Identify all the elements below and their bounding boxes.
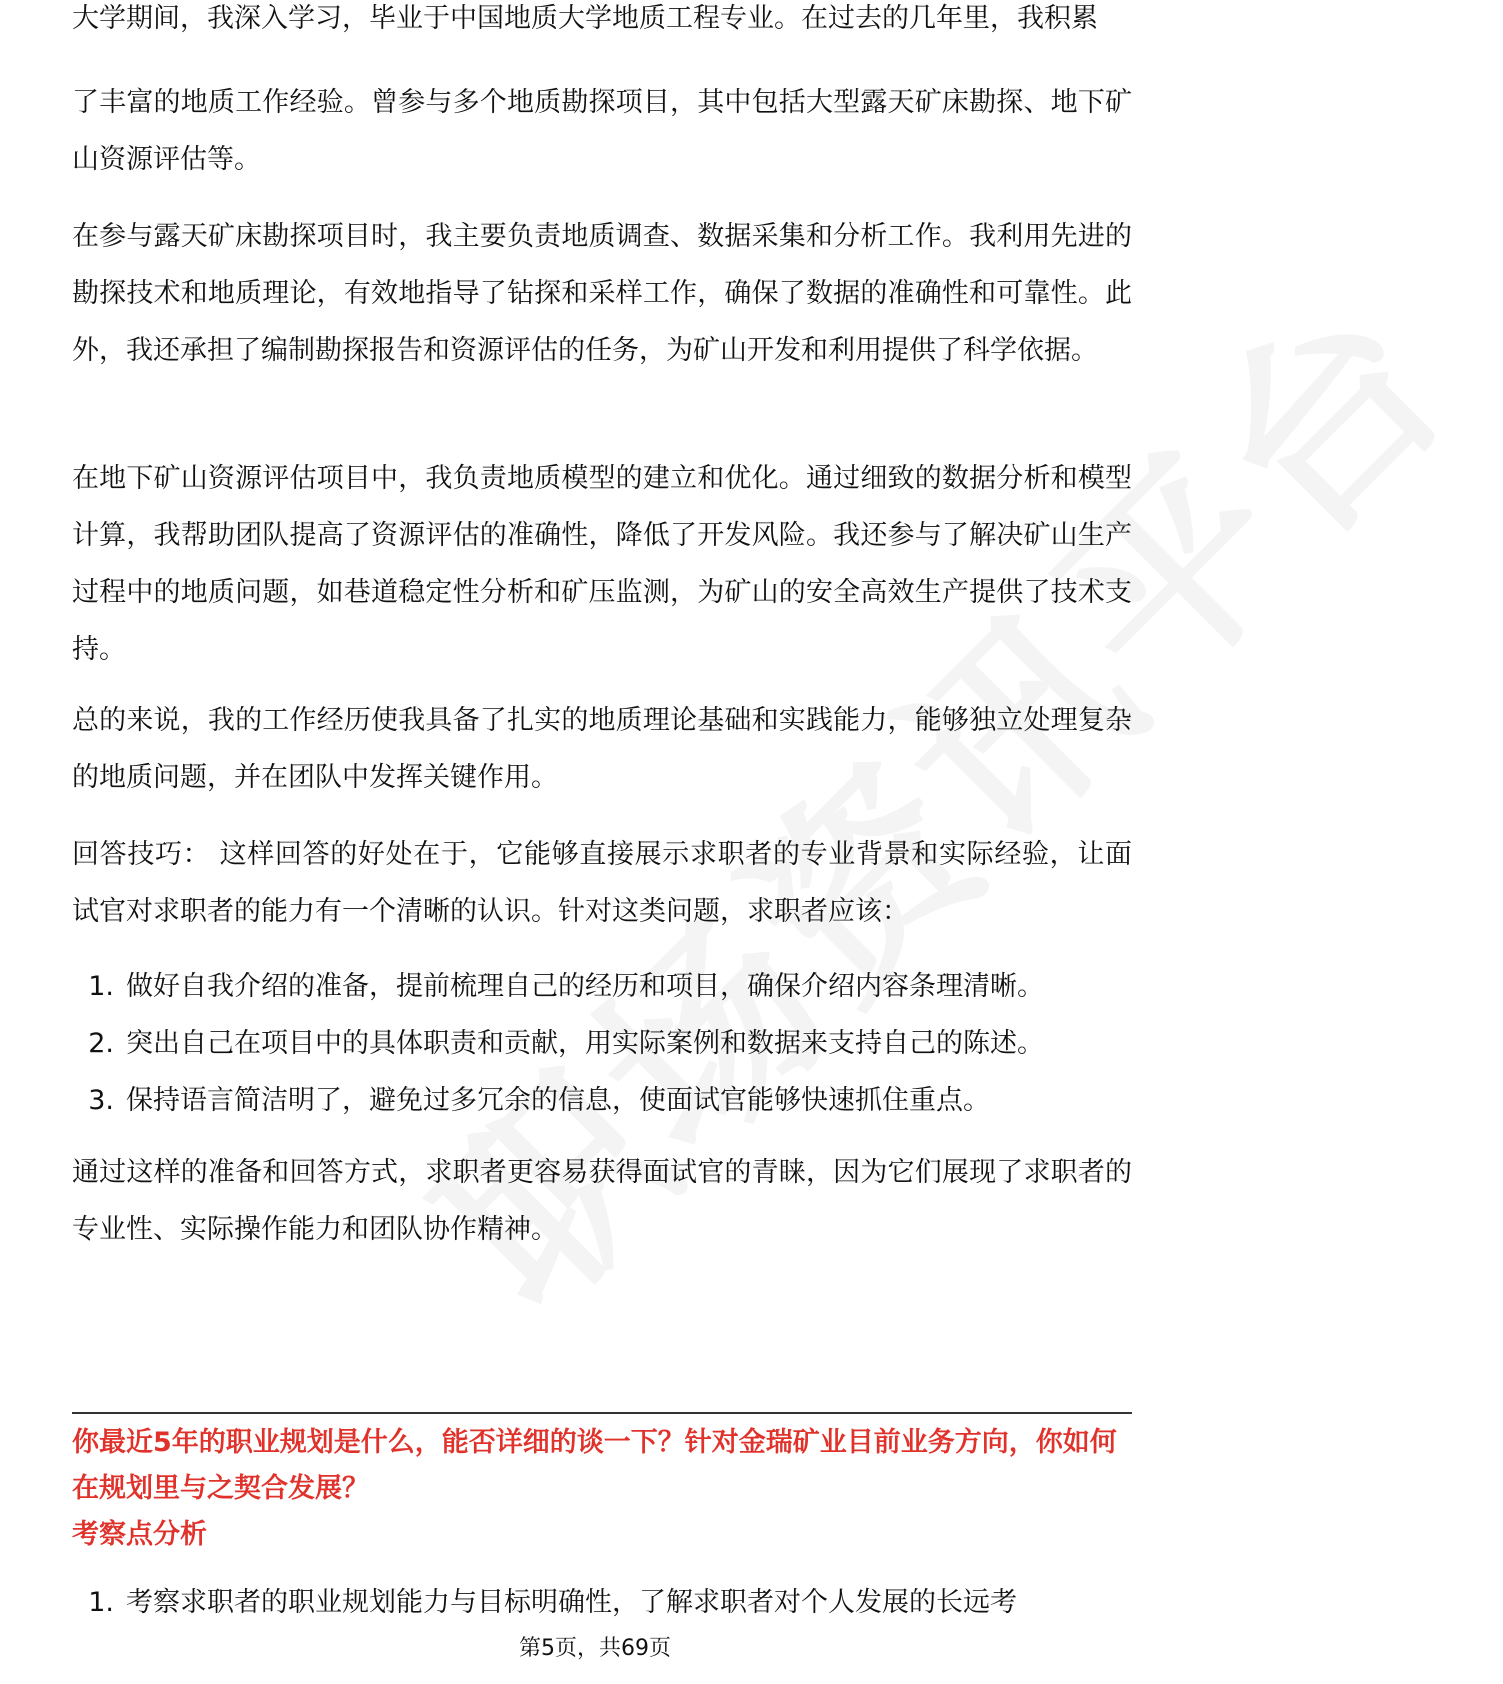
list-item-number: 1.	[88, 1587, 114, 1618]
paragraph-answer-tips: 回答技巧： 这样回答的好处在于，它能够直接展示求职者的专业背景和实际经验，让面试官对求职者的能力有一个清晰的认识。针对这类问题，求职者应该：	[72, 839, 1132, 927]
analysis-list	[72, 1574, 1132, 1631]
list-item-text: 突出自己在项目中的具体职责和贡献，用实际案例和数据来支持自己的陈述。	[126, 1028, 1044, 1059]
list-item-number: 3.	[88, 1085, 114, 1116]
cut-off-top-line	[72, 3, 1132, 60]
cut-off-top-line-text: 大学期间，我深入学习，毕业于中国地质大学地质工程专业。在过去的几年里，我积累	[72, 3, 1098, 34]
list-item-text: 考察求职者的职业规划能力与目标明确性，了解求职者对个人发展的长远考	[126, 1587, 1017, 1618]
paragraph-summary: 总的来说，我的工作经历使我具备了扎实的地质理论基础和实践能力，能够独立处理复杂的地质问题，并在团队中发挥关键作用。	[72, 705, 1132, 793]
list-item	[72, 1574, 1132, 1631]
list-item-text: 保持语言简洁明了，避免过多冗余的信息，使面试官能够快速抓住重点。	[126, 1085, 990, 1116]
list-item-text: 做好自我介绍的准备，提前梳理自己的经历和项目，确保介绍内容条理清晰。	[126, 971, 1044, 1002]
paragraph-closing: 通过这样的准备和回答方式，求职者更容易获得面试官的青睐，因为它们展现了求职者的专业性、实际操作能力和团队协作精神。	[72, 1157, 1132, 1245]
tips-list	[72, 958, 1132, 1129]
paragraph-open-pit-project: 在参与露天矿床勘探项目时，我主要负责地质调查、数据采集和分析工作。我利用先进的勘探技术和地质理论，有效地指导了钻探和采样工作，确保了数据的准确性和可靠性。此外，我还承担了编制勘探报告和资源评估的任务，为矿山开发和利用提供了科学依据。	[72, 221, 1132, 366]
paragraph-experience-intro: 了丰富的地质工作经验。曾参与多个地质勘探项目，其中包括大型露天矿床勘探、地下矿山资源评估等。	[72, 87, 1132, 175]
section-title-analysis: 考察点分析	[72, 1519, 207, 1550]
section-divider	[72, 1412, 1132, 1414]
list-item	[72, 1072, 1132, 1129]
next-question-heading: 你最近5年的职业规划是什么，能否详细的谈一下？针对金瑞矿业目前业务方向，你如何在规划里与之契合发展？	[72, 1427, 1117, 1504]
list-item-number: 1.	[88, 971, 114, 1002]
paragraph-underground-project: 在地下矿山资源评估项目中，我负责地质模型的建立和优化。通过细致的数据分析和模型计算，我帮助团队提高了资源评估的准确性，降低了开发风险。我还参与了解决矿山生产过程中的地质问题，如巷道稳定性分析和矿压监测，为矿山的安全高效生产提供了技术支持。	[72, 463, 1132, 665]
list-item	[72, 1015, 1132, 1072]
list-item-number: 2.	[88, 1028, 114, 1059]
page-footer: 第5页，共69页	[519, 1636, 671, 1661]
list-item	[72, 958, 1132, 1015]
